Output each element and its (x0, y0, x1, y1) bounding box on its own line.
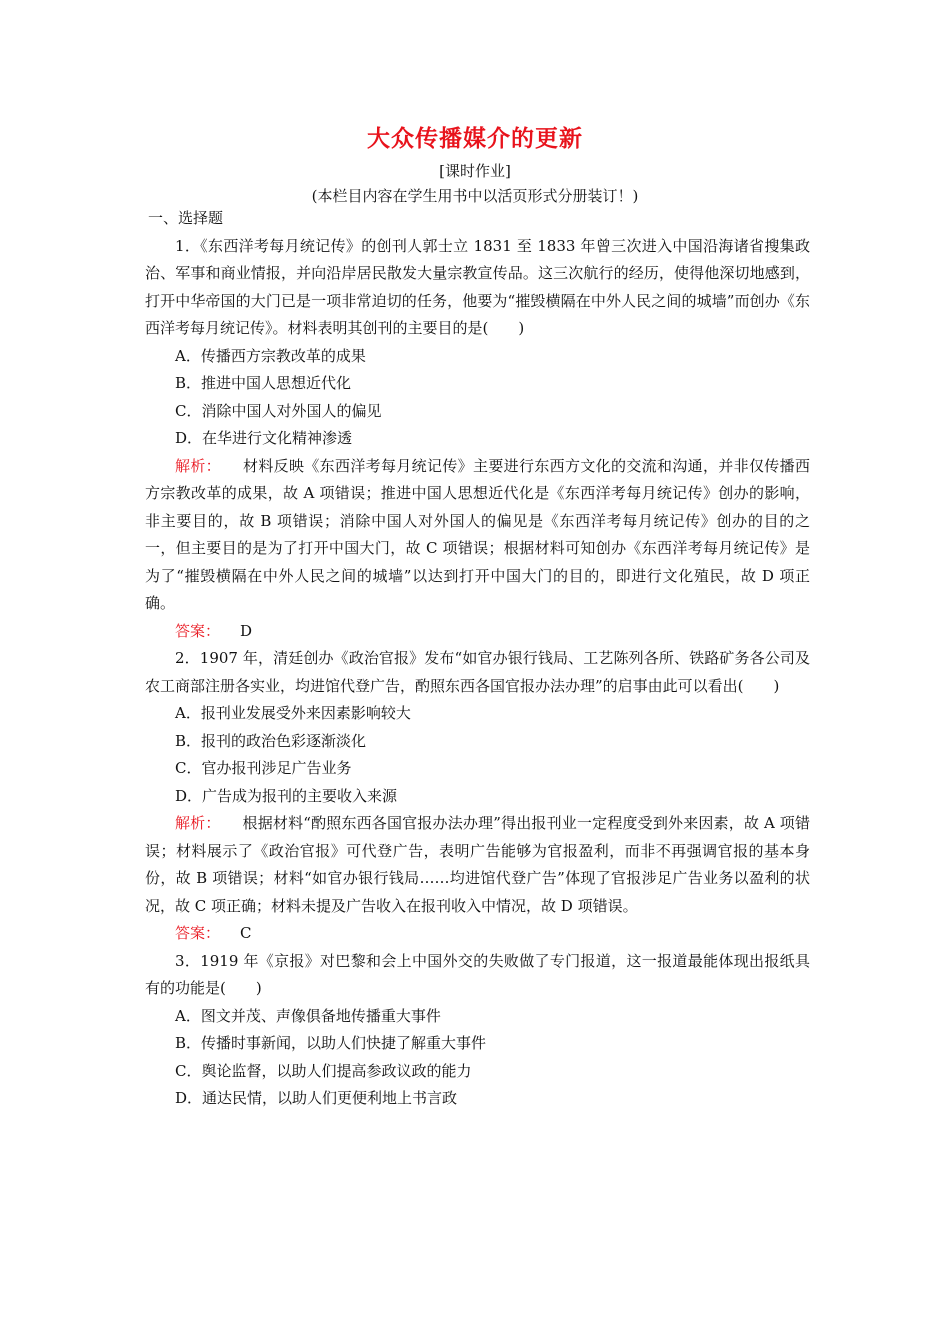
option-c: C．官办报刊涉足广告业务 (175, 759, 352, 777)
option-b: B．报刊的政治色彩逐渐淡化 (175, 731, 367, 750)
question-stem: 3．1919 年《京报》对巴黎和会上中国外交的失败做了专门报道，这一报道最能体现出报纸具有的功能是( ) (145, 951, 810, 997)
question-stem: 1．《东西洋考每月统记传》的创刊人郭士立 1831 至 1833 年曾三次进入中国沿海诸省搜集政治、军事和商业情报，并向沿岸居民散发大量宗教宣传品。这三次航行的经历，使得他深切地感到，打开中华帝国的大门已是一项非常迫切的任务，他要为“摧毁横隔在中外人民之间的城墙”而创办《东西洋考每月统记传》。材料表明其创刊的主要目的是( ) (145, 236, 810, 337)
document-title: 大众传播媒介的更新 (367, 125, 583, 152)
answer (145, 920, 810, 948)
answer-value: C (240, 924, 252, 942)
document-subtitle: [课时作业] (439, 162, 511, 180)
document-body (145, 205, 810, 1113)
option-b: B．传播时事新闻，以助人们快捷了解重大事件 (175, 1034, 487, 1052)
binding-note: (本栏目内容在学生用书中以活页形式分册装订！) (311, 187, 639, 205)
explanation-text: 材料反映《东西洋考每月统记传》主要进行东西方文化的交流和沟通，并非仅传播西方宗教改革的成果，故 A 项错误；推进中国人思想近代化是《东西洋考每月统记传》创办的影响，非主要目的，故 B 项错误；消除中国人对外国人的偏见是《东西洋考每月统记传》创办的目的之一，但主要目的是为了打开中国大门，故 C 项错误；根据材料可知创办《东西洋考每月统记传》是为了“摧毁横隔在中外人民之间的城墙”以达到打开中国大门的目的，即进行文化殖民，故 D 项正确。 (145, 456, 810, 612)
option-a: A．报刊业发展受外来因素影响较大 (175, 704, 411, 722)
explanation (145, 453, 810, 618)
option-a: A．图文并茂、声像俱备地传播重大事件 (175, 1006, 441, 1025)
explanation-label: 解析： (175, 814, 221, 832)
question-3 (145, 948, 810, 1113)
option-d: D．在华进行文化精神渗透 (175, 429, 353, 447)
option-c: C．消除中国人对外国人的偏见 (175, 401, 382, 420)
question-2 (145, 645, 810, 948)
option-d: D．广告成为报刊的主要收入来源 (175, 786, 398, 805)
option-d: D．通达民情，以助人们更便利地上书言政 (175, 1089, 458, 1107)
answer-label: 答案： (175, 924, 221, 942)
option-c: C．舆论监督，以助人们提高参政议政的能力 (175, 1061, 472, 1080)
answer-label: 答案： (175, 621, 221, 640)
option-a: A．传播西方宗教改革的成果 (175, 346, 366, 365)
answer (145, 618, 810, 646)
explanation-label: 解析： (175, 456, 221, 475)
answer-value: D (240, 621, 253, 640)
section-heading: 一、选择题 (148, 209, 224, 227)
explanation (145, 810, 810, 920)
explanation-text: 根据材料“酌照东西各国官报办法办理”得出报刊业一定程度受到外来因素，故 A 项错误；材料展示了《政治官报》可代登广告，表明广告能够为官报盈利，而非不再强调官报的基本身份，故 B 项错误；材料“如官办银行钱局……均进馆代登广告”体现了官报涉足广告业务以盈利的状况，故 C 项正确；材料未提及广告收入在报刊收入中情况，故 D 项错误。 (145, 814, 810, 915)
option-b: B．推进中国人思想近代化 (175, 374, 352, 392)
question-stem: 2．1907 年，清廷创办《政治官报》发布“如官办银行钱局、工艺陈列各所、铁路矿务各公司及农工商部注册各实业，均进馆代登广告，酌照东西各国官报办法办理”的启事由此可以看出( ) (145, 649, 810, 695)
question-1 (145, 233, 810, 646)
